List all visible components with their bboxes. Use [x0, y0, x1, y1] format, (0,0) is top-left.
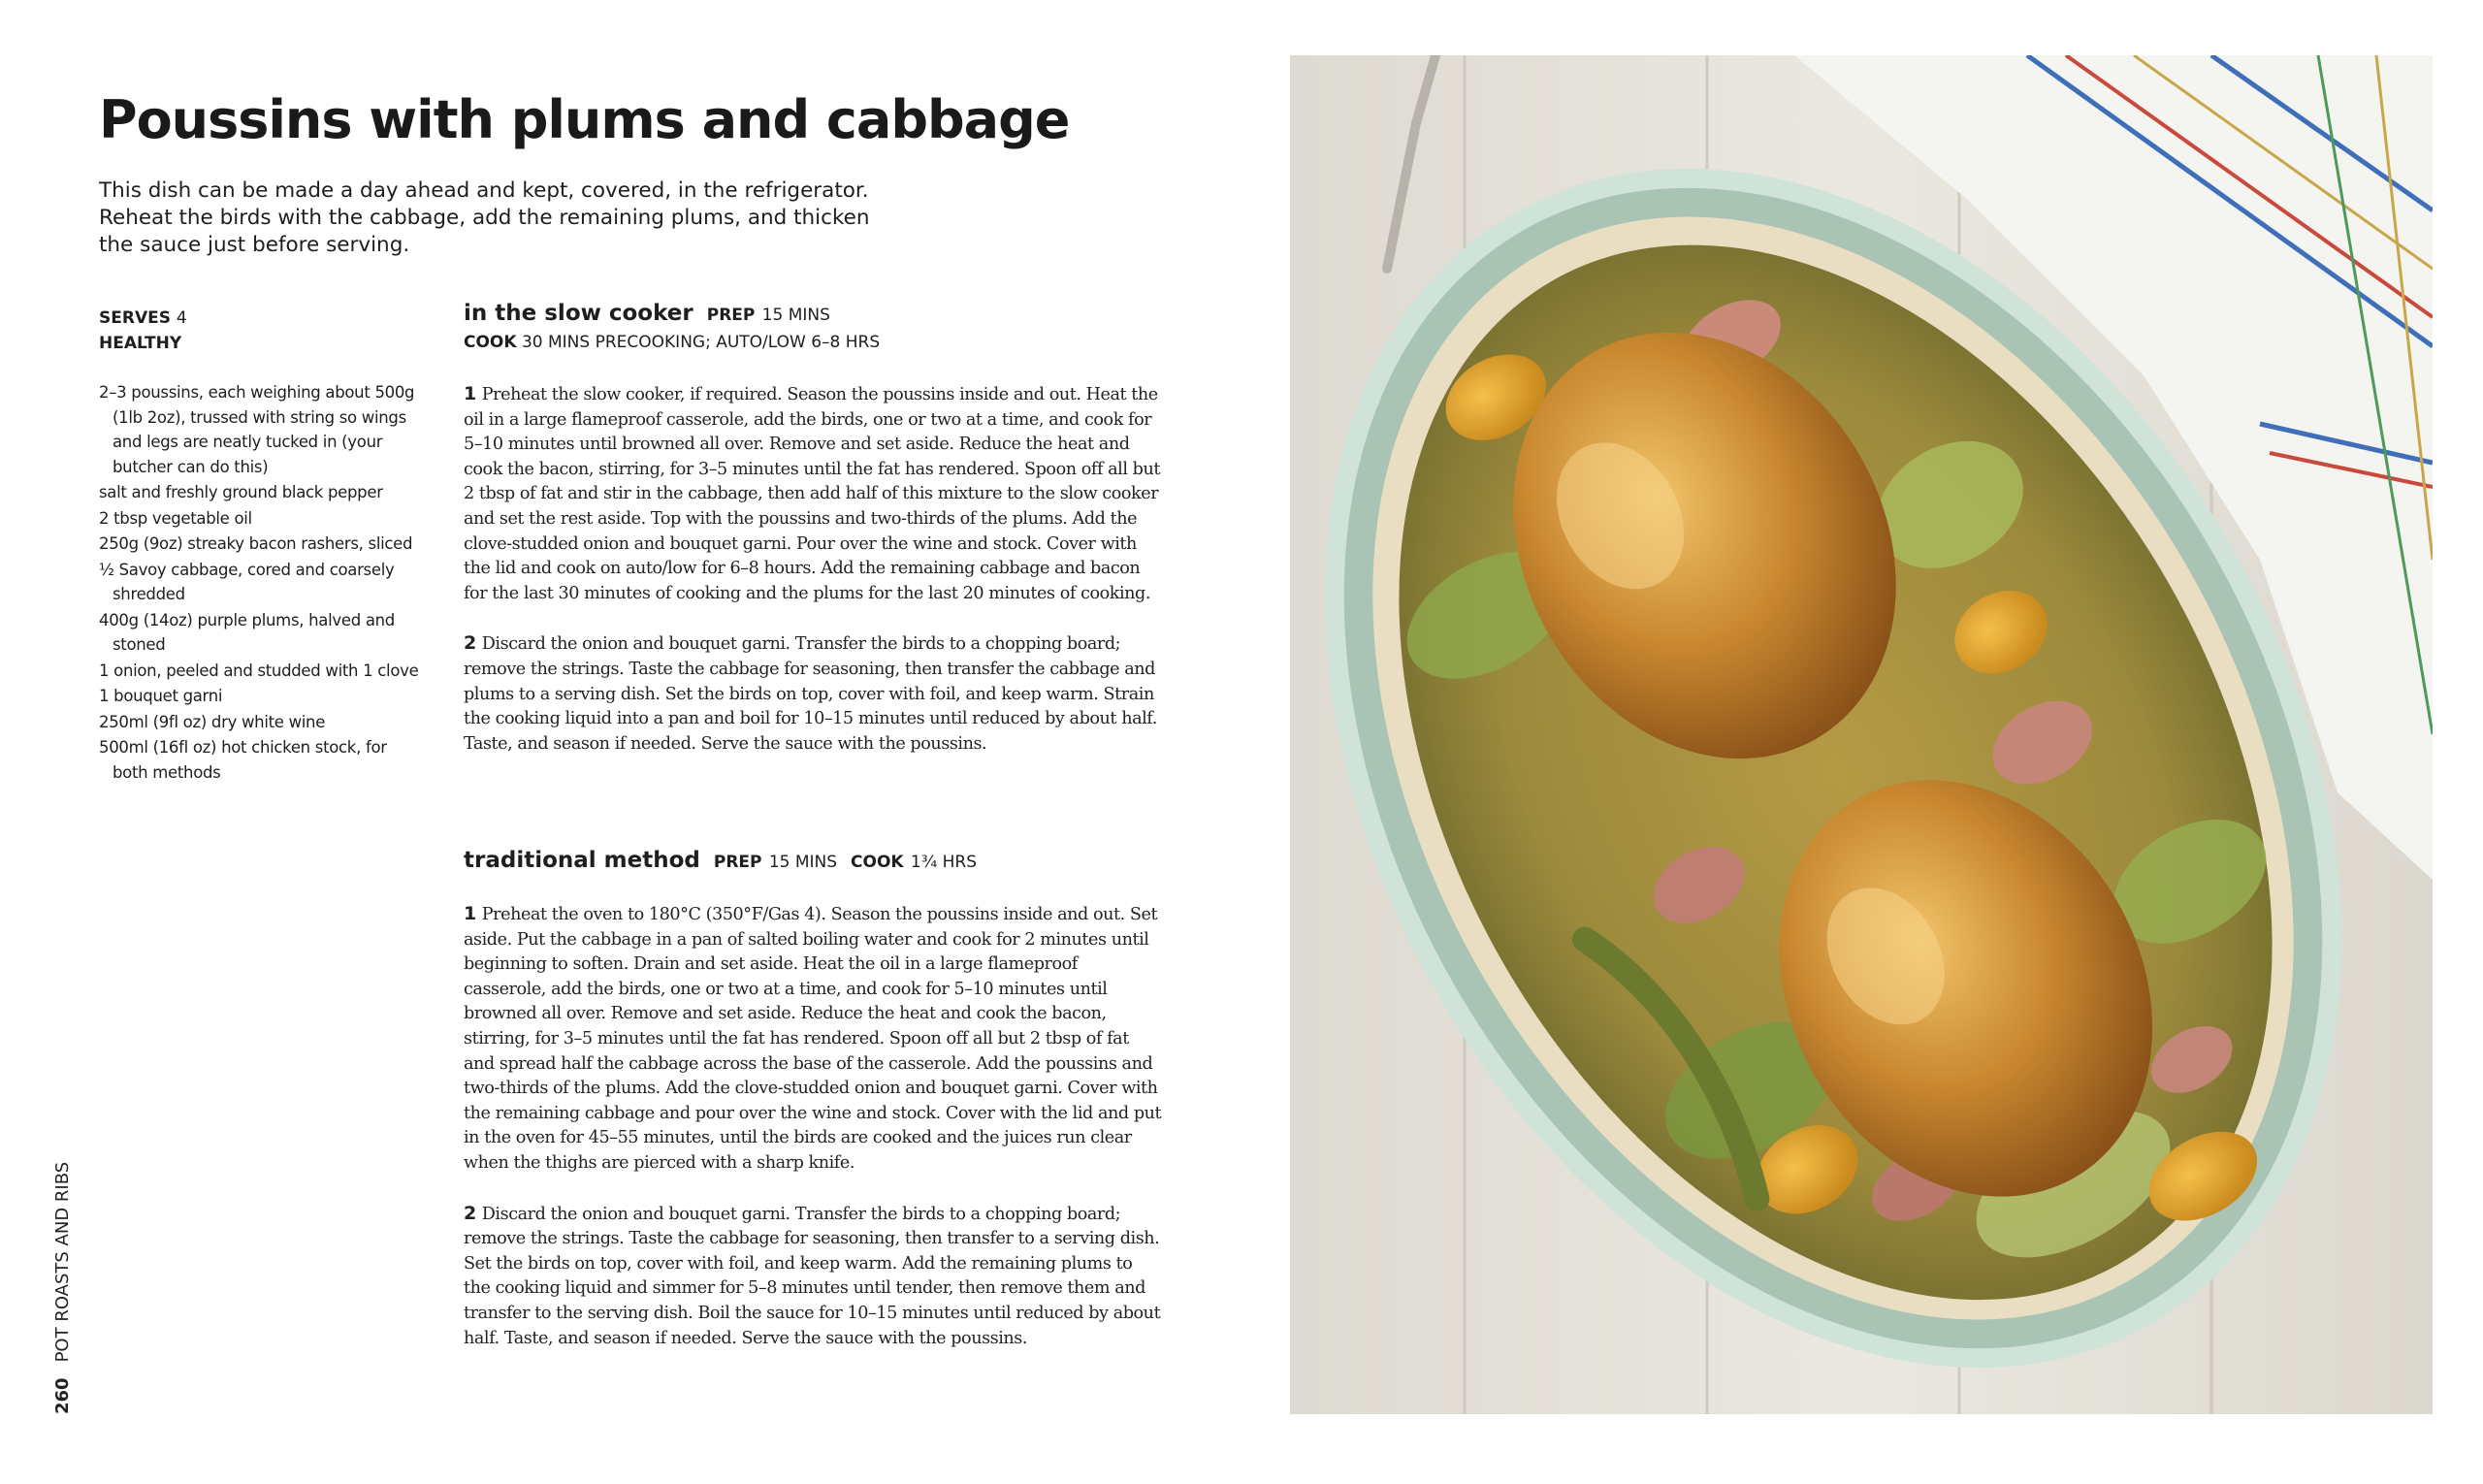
ingredient-list — [99, 380, 419, 786]
step-text: Preheat the slow cooker, if required. Season the poussins inside and out. Heat the oil in a large flameproof casserole, add the birds, one or two at a time, and cook for 5–10 minutes until browned all over. Remove and set aside. Reduce the heat and cook the bacon, stirring, for 3–5 minutes until the fat has rendered. Spoon off all but 2 tbsp of fat and stir in the cabbage, then add half of this mixture to the slow cooker and set the rest aside. Top with the poussins and two-thirds of the plums. Add the clove-studded onion and bouquet garni. Pour over the wine and stock. Cover with the lid and cook on auto/low for 6–8 hours. Add the remaining cabbage and bacon for the last 30 minutes of cooking and the plums for the last 20 minutes of cooking. — [464, 385, 1160, 603]
healthy-tag: HEALTHY — [99, 334, 182, 353]
ingredient-item: 500ml (16fl oz) hot chicken stock, for both methods — [99, 738, 387, 782]
ingredient-item: 1 onion, peeled and studded with 1 clove — [99, 661, 419, 680]
step-number: 1 — [464, 383, 476, 404]
ingredient-item: ½ Savoy cabbage, cored and coarsely shredded — [99, 560, 395, 603]
serves-label: SERVES — [99, 308, 171, 328]
method-step — [464, 902, 1162, 1177]
step-text: Preheat the oven to 180°C (350°F/Gas 4). Season the poussins inside and out. Set aside. Put the cabbage in a pan of salted boiling water and cook for 2 minutes until beginning to soften. Drain and set aside. Heat the oil in a large flameproof casserole, add the birds, one or two at a time, and cook for 5–10 minutes until browned all over. Remove and set aside. Reduce the heat and cook the bacon, stirring, for 3–5 minutes until the fat has rendered. Spoon off all but 2 tbsp of fat and spread half the cabbage across the base of the casserole. Add the poussins and two-thirds of the plums. Add the clove-studded onion and bouquet garni. Cover with the remaining cabbage and pour over the wine and stock. Cover with the lid and put in the oven for 45–55 minutes, until the birds are cooked and the juices run clear when the thighs are pierced with a sharp knife. — [464, 905, 1162, 1173]
serves-value: 4 — [176, 308, 187, 328]
method-step — [464, 382, 1162, 606]
ingredient-item: 1 bouquet garni — [99, 687, 223, 705]
recipe-meta — [99, 306, 187, 356]
ingredient-item: salt and freshly ground black pepper — [99, 483, 383, 501]
prep-value: 15 MINS — [768, 853, 838, 872]
method-step — [464, 1202, 1162, 1352]
ingredient-item: 2 tbsp vegetable oil — [99, 508, 252, 528]
method-step — [464, 631, 1162, 757]
ingredient-item: 250ml (9fl oz) dry white wine — [99, 712, 326, 731]
cook-value: 1¾ HRS — [910, 853, 978, 872]
cook-label: COOK — [851, 853, 904, 872]
cook-label: COOK — [464, 333, 517, 352]
slow-cooker-heading — [464, 299, 1162, 330]
slow-cooker-method — [464, 299, 1162, 757]
prep-label: PREP — [706, 306, 756, 325]
page-footer — [52, 1162, 73, 1414]
page-number: 260 — [52, 1377, 73, 1414]
ingredient-item: 2–3 poussins, each weighing about 500g (1lb 2oz), trussed with string so wings and legs are neatly tucked in (your butcher can do this) — [99, 383, 415, 476]
cook-value: 30 MINS PRECOOKING; AUTO/LOW 6–8 HRS — [521, 333, 881, 352]
slow-cooker-cook-line — [464, 330, 1162, 355]
step-text: Discard the onion and bouquet garni. Transfer the birds to a chopping board; remove the strings. Taste the cabbage for seasoning, then transfer the cabbage and plums to a serving dish. Set the birds on top, cover with foil, and keep warm. Strain the cooking liquid into a pan and boil for 10–15 minutes until reduced by about half. Taste, and season if needed. Serve the sauce with the poussins. — [464, 634, 1157, 754]
serves-line — [99, 306, 187, 331]
method-title: in the slow cooker — [464, 301, 693, 326]
ingredient-item: 250g (9oz) streaky bacon rashers, sliced — [99, 534, 413, 553]
section-name: POT ROASTS AND RIBS — [52, 1161, 73, 1363]
step-number: 2 — [464, 632, 476, 655]
prep-value: 15 MINS — [761, 306, 830, 325]
food-photo — [1290, 55, 2433, 1414]
recipe-intro: This dish can be made a day ahead and kept, covered, in the refrigerator. Reheat the birds with the cabbage, add the remaining plums, and thicken the sauce just before serving. — [99, 178, 870, 257]
ingredient-item: 400g (14oz) purple plums, halved and stoned — [99, 610, 395, 654]
traditional-heading — [464, 846, 1162, 877]
step-text: Discard the onion and bouquet garni. Transfer the birds to a chopping board; remove the strings. Taste the cabbage for seasoning, then transfer to a serving dish. Set the birds on top, cover with foil, and keep warm. Add the remaining plums to the cooking liquid and simmer for 5–8 minutes until tender, then remove them and transfer to the serving dish. Boil the sauce for 10–15 minutes until reduced by about half. Taste, and season if needed. Serve the sauce with the poussins. — [464, 1204, 1161, 1348]
recipe-title: Poussins with plums and cabbage — [99, 89, 1070, 150]
method-title: traditional method — [464, 848, 700, 873]
step-number: 1 — [464, 903, 476, 924]
dish-illustration — [1290, 55, 2433, 1414]
prep-label: PREP — [713, 853, 762, 872]
traditional-method — [464, 846, 1162, 1351]
step-number: 2 — [464, 1202, 476, 1224]
